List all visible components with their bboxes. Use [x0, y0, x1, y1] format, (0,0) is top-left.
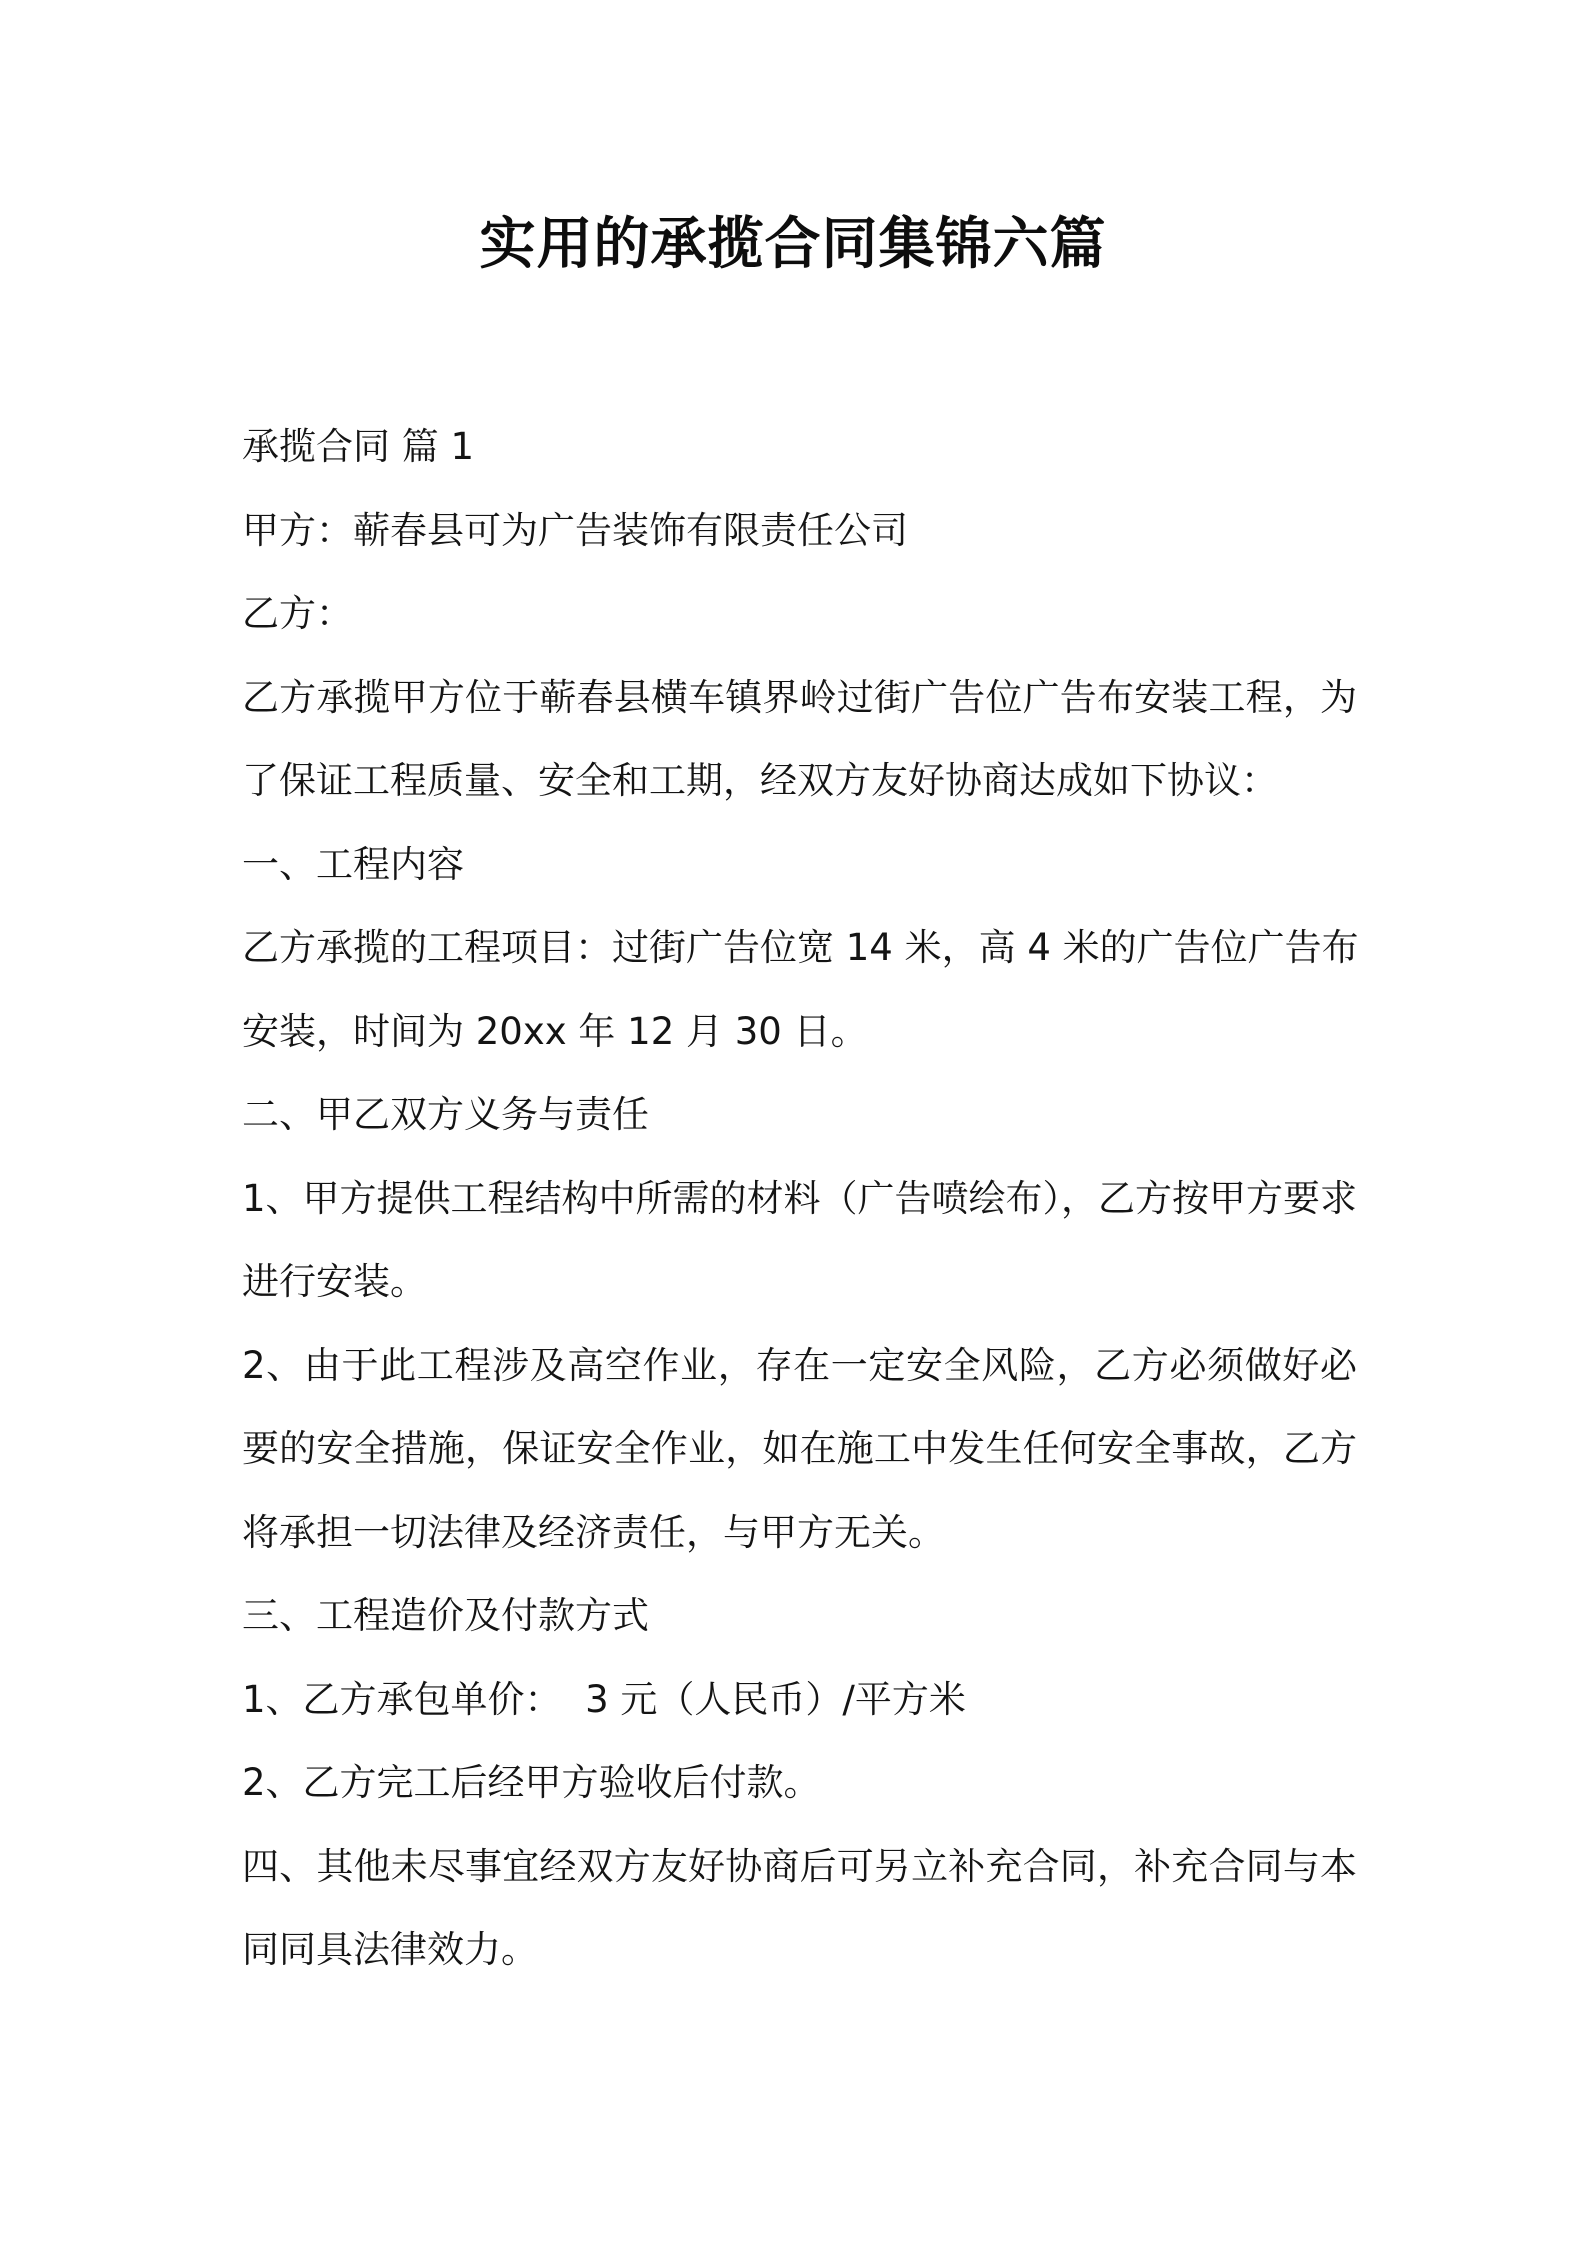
intro-paragraph	[242, 656, 1357, 823]
section-2-item-2-line-2: 要的安全措施，保证安全作业，如在施工中发生任何安全事故，乙方	[242, 1427, 1357, 1470]
section-1-paragraph	[242, 906, 1357, 1073]
section-1-title: 一、工程内容	[242, 842, 464, 886]
section-2-item-2-line-3: 将承担一切法律及经济责任，与甲方无关。	[242, 1510, 945, 1554]
section-1-line-2: 安装，时间为 20xx 年 12 月 30 日。	[242, 1009, 868, 1053]
section-2-item-1-line-1: 1、甲方提供工程结构中所需的材料（广告喷绘布），乙方按甲方要求	[242, 1176, 1358, 1220]
contract-heading: 承揽合同 篇 1	[242, 425, 475, 468]
section-4-paragraph	[242, 1825, 1357, 1992]
section-3-title: 三、工程造价及付款方式	[242, 1594, 649, 1637]
intro-line-2: 了保证工程质量、安全和工期，经双方友好协商达成如下协议：	[242, 759, 1278, 802]
section-2-item-2-line-1: 2、由于此工程涉及高空作业，存在一定安全风险，乙方必须做好必	[242, 1343, 1357, 1387]
section-2-item-1-line-2: 进行安装。	[242, 1260, 427, 1303]
party-a-line: 甲方：蕲春县可为广告装饰有限责任公司	[242, 508, 908, 552]
intro-line-1: 乙方承揽甲方位于蕲春县横车镇界岭过街广告位广告布安装工程，为	[242, 675, 1357, 719]
section-3-item-1: 1、乙方承包单价： 3 元（人民币）/平方米	[242, 1677, 966, 1721]
document-title: 实用的承揽合同集锦六篇	[479, 212, 1107, 277]
section-2-item-1	[242, 1157, 1357, 1324]
section-4-line-1: 四、其他未尽事宜经双方友好协商后可另立补充合同，补充合同与本	[242, 1844, 1357, 1888]
section-2-title: 二、甲乙双方义务与责任	[242, 1093, 649, 1136]
document-body	[242, 405, 1357, 1992]
party-b-line: 乙方：	[242, 592, 353, 635]
section-3-item-2: 2、乙方完工后经甲方验收后付款。	[242, 1761, 821, 1804]
section-1-line-1: 乙方承揽的工程项目：过街广告位宽 14 米，高 4 米的广告位广告布	[242, 926, 1359, 969]
section-2-item-2	[242, 1324, 1357, 1575]
section-4-line-2: 同同具法律效力。	[242, 1928, 538, 1971]
